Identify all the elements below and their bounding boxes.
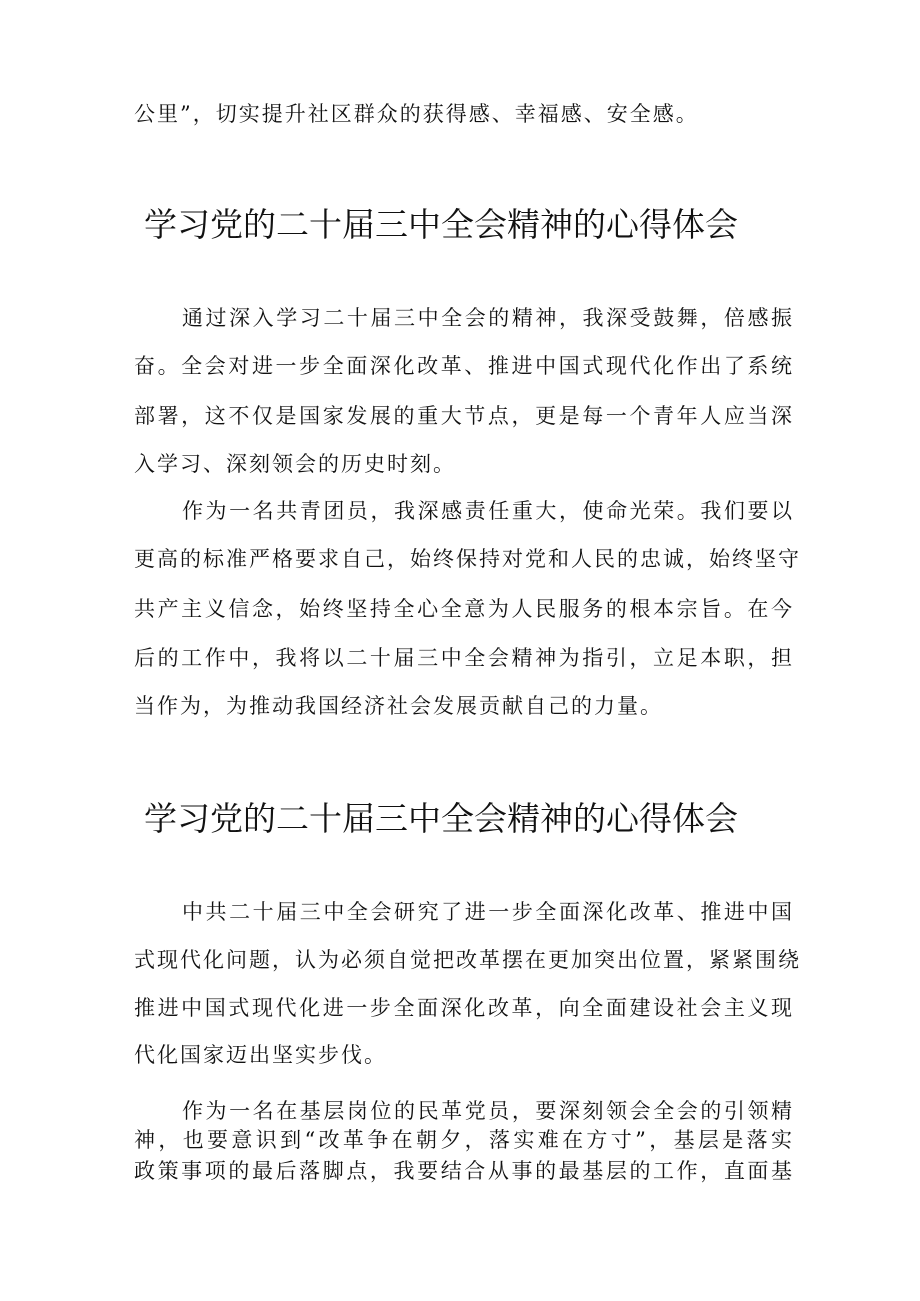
paragraph-line: 通过深入学习二十届三中全会的精神，我深受鼓舞，倍感振	[182, 306, 794, 330]
paragraph-line: 代化国家迈出坚实步伐。	[134, 1043, 387, 1067]
paragraph-line: 入学习、深刻领会的历史时刻。	[134, 452, 456, 476]
paragraph-line: 中共二十届三中全会研究了进一步全面深化改革、推进中国	[182, 900, 794, 924]
section-1-heading: 学习党的二十届三中全会精神的心得体会	[144, 205, 738, 244]
paragraph-line: 部署，这不仅是国家发展的重大节点，更是每一个青年人应当深	[134, 404, 794, 428]
paragraph-line: 作为一名共青团员，我深感责任重大，使命光荣。我们要以	[182, 499, 794, 523]
paragraph-line: 后的工作中，我将以二十届三中全会精神为指引，立足本职，担	[134, 646, 794, 670]
paragraph-line: 奋。全会对进一步全面深化改革、推进中国式现代化作出了系统	[134, 354, 794, 378]
paragraph-line: 共产主义信念，始终坚持全心全意为人民服务的根本宗旨。在今	[134, 597, 794, 621]
paragraph-line: 神，也要意识到“改革争在朝夕，落实难在方寸”，基层是落实	[134, 1128, 794, 1152]
paragraph-line: 政策事项的最后落脚点，我要结合从事的最基层的工作，直面基	[134, 1159, 794, 1183]
paragraph-line: 当作为，为推动我国经济社会发展贡献自己的力量。	[134, 694, 663, 718]
paragraph-line: 更高的标准严格要求自己，始终保持对党和人民的忠诚，始终坚守	[134, 547, 801, 571]
section-2-heading: 学习党的二十届三中全会精神的心得体会	[144, 799, 738, 838]
paragraph-line: 作为一名在基层岗位的民革党员，要深刻领会全会的引领精	[182, 1099, 794, 1123]
paragraph-line: 式现代化问题，认为必须自觉把改革摆在更加突出位置，紧紧围绕	[134, 948, 801, 972]
top-fragment-line: 公里”，切实提升社区群众的获得感、幸福感、安全感。	[134, 102, 699, 126]
paragraph-line: 推进中国式现代化进一步全面深化改革，向全面建设社会主义现	[134, 996, 794, 1020]
